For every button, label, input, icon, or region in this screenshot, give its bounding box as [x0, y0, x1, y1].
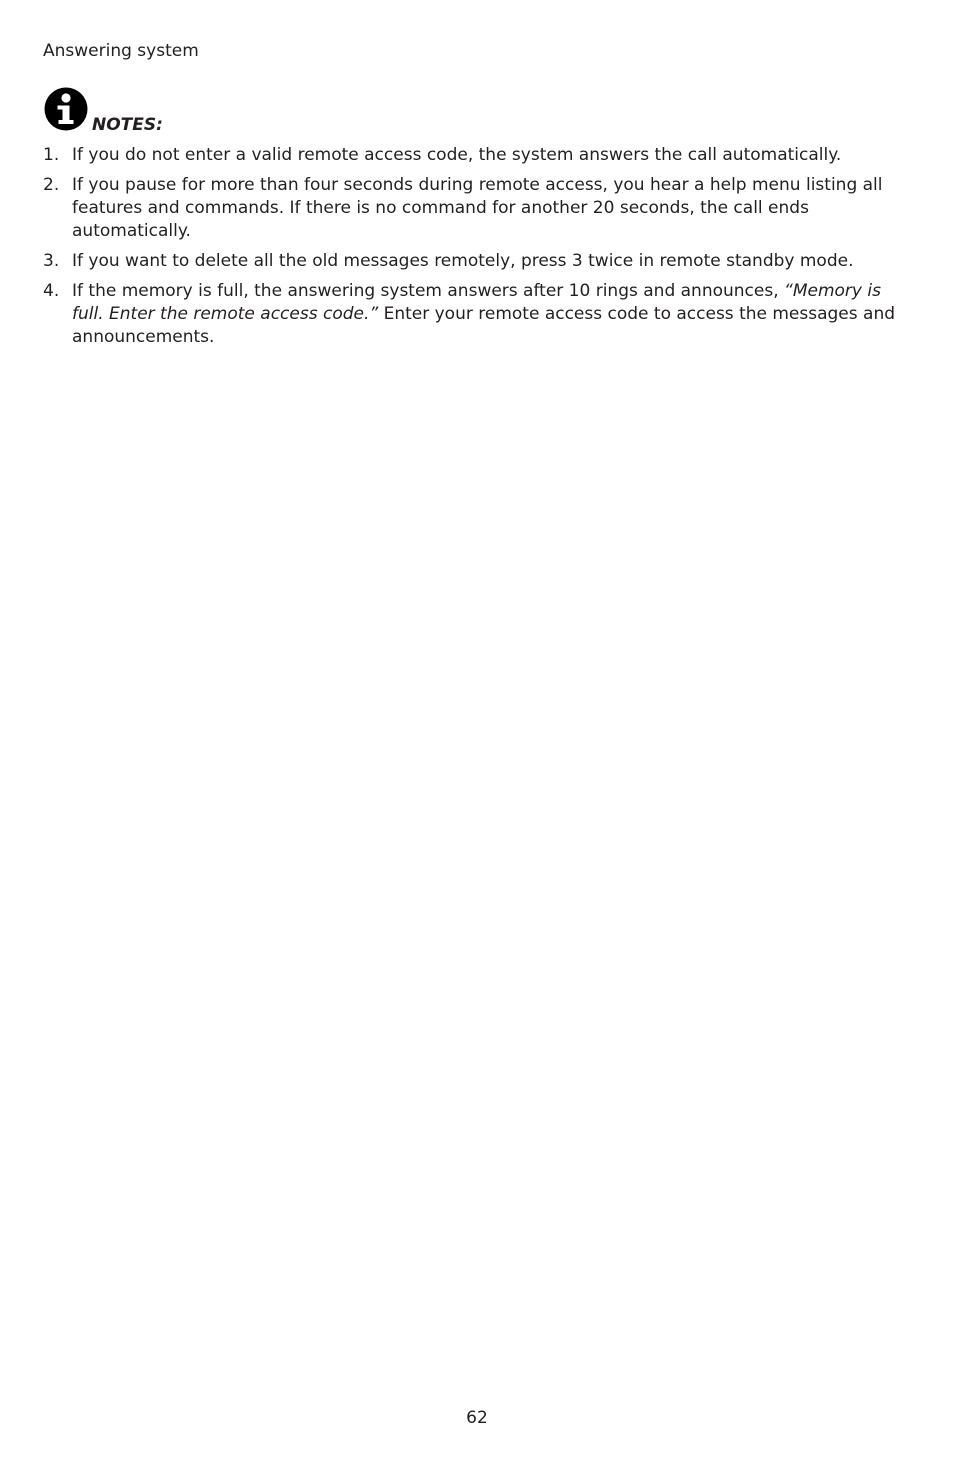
page-number: 62 — [466, 1408, 488, 1428]
note-number: 4. — [43, 281, 60, 301]
notes-label: NOTES: — [92, 115, 163, 135]
note-item — [43, 280, 913, 349]
note-text: If you do not enter a valid remote access code, the system answers the call automatically. — [72, 145, 842, 165]
note-text-part: Enter your remote access code to access the messages and announcements. — [72, 304, 896, 347]
note-text-part: If the memory is full, the answering system answers after 10 rings and announces, — [72, 281, 785, 301]
info-icon — [44, 87, 88, 131]
note-item — [43, 144, 913, 167]
note-item — [43, 174, 913, 243]
announcement-quote: “Memory is full. Enter the remote access code.” — [72, 281, 881, 324]
note-number: 1. — [43, 145, 60, 165]
note-number: 2. — [43, 175, 60, 195]
section-header: Answering system — [43, 41, 199, 61]
note-text — [72, 280, 913, 349]
notes-heading — [44, 87, 344, 133]
note-number: 3. — [43, 251, 60, 271]
note-text: If you pause for more than four seconds during remote access, you hear a help menu listing all features and commands. If there is no command for another 20 seconds, the call ends automatically. — [72, 175, 883, 241]
note-item — [43, 250, 913, 273]
note-text: If you want to delete all the old messages remotely, press 3 twice in remote standby mode. — [72, 251, 854, 271]
notes-list — [43, 144, 913, 356]
